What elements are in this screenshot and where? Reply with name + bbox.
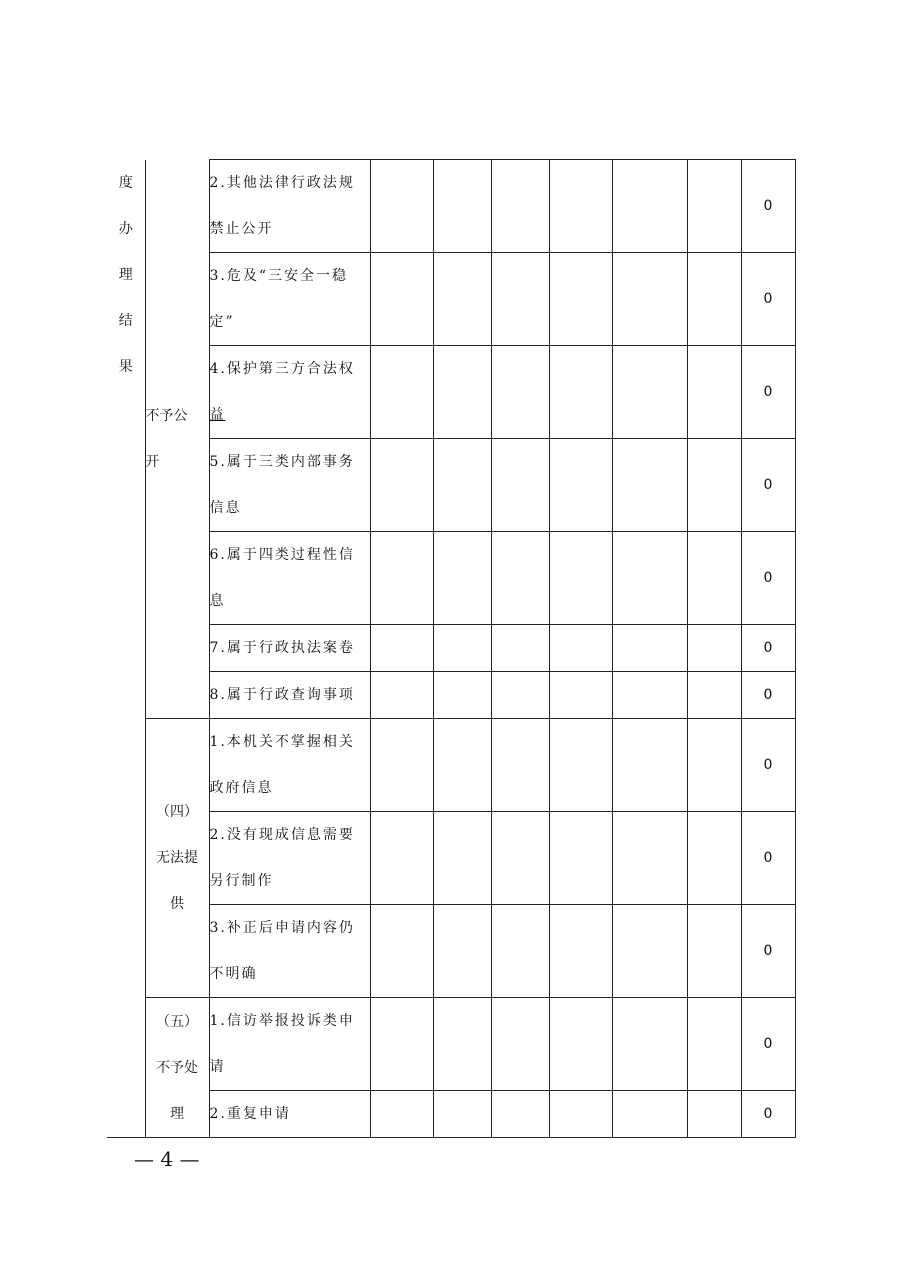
empty-cell xyxy=(370,439,433,532)
item-cell xyxy=(209,253,370,346)
empty-cell xyxy=(687,160,741,253)
item-label-line: 1.信访举报投诉类申 xyxy=(209,1013,355,1029)
empty-cell xyxy=(612,532,687,625)
item-cell xyxy=(209,625,370,672)
total-cell: 0 xyxy=(741,625,795,672)
empty-cell xyxy=(687,625,741,672)
empty-cell xyxy=(491,719,549,812)
section-label-char: 度 xyxy=(118,174,133,191)
item-label-line: 另行制作 xyxy=(209,873,274,889)
category-cell xyxy=(145,719,209,998)
page-number: — 4 — xyxy=(134,1147,200,1171)
empty-cell xyxy=(491,625,549,672)
empty-cell xyxy=(433,253,491,346)
category-label-line: 理 xyxy=(170,1105,184,1122)
item-label-line: 信息 xyxy=(209,500,242,516)
category-label-line: （五） xyxy=(156,1013,198,1030)
empty-cell xyxy=(612,439,687,532)
empty-cell xyxy=(370,346,433,439)
empty-cell xyxy=(549,812,612,905)
empty-cell xyxy=(491,532,549,625)
category-label-line: （四） xyxy=(156,804,198,820)
item-cell xyxy=(209,532,370,625)
empty-cell xyxy=(491,439,549,532)
empty-cell xyxy=(433,532,491,625)
total-cell: 0 xyxy=(741,812,795,905)
empty-cell xyxy=(370,998,433,1091)
empty-cell xyxy=(549,672,612,719)
empty-cell xyxy=(433,625,491,672)
empty-cell xyxy=(687,719,741,812)
empty-cell xyxy=(491,672,549,719)
empty-cell xyxy=(433,346,491,439)
empty-cell xyxy=(612,1091,687,1138)
empty-cell xyxy=(612,346,687,439)
empty-cell xyxy=(612,160,687,253)
empty-cell xyxy=(491,253,549,346)
section-label-cell xyxy=(107,160,145,1138)
empty-cell xyxy=(549,719,612,812)
total-cell: 0 xyxy=(741,672,795,719)
item-cell xyxy=(209,719,370,812)
empty-cell xyxy=(433,160,491,253)
item-label-line: 7.属于行政执法案卷 xyxy=(209,640,355,656)
empty-cell xyxy=(433,905,491,998)
empty-cell xyxy=(491,160,549,253)
empty-cell xyxy=(433,1091,491,1138)
total-cell: 0 xyxy=(741,346,795,439)
empty-cell xyxy=(433,439,491,532)
total-cell: 0 xyxy=(741,719,795,812)
empty-cell xyxy=(612,625,687,672)
empty-cell xyxy=(370,253,433,346)
total-cell: 0 xyxy=(741,160,795,253)
empty-cell xyxy=(549,253,612,346)
empty-cell xyxy=(612,998,687,1091)
empty-cell xyxy=(370,625,433,672)
statistics-table xyxy=(107,159,796,1138)
item-label-line: 2.没有现成信息需要 xyxy=(209,827,355,843)
empty-cell xyxy=(687,346,741,439)
item-label-line: 请 xyxy=(209,1059,226,1075)
empty-cell xyxy=(612,672,687,719)
empty-cell xyxy=(370,812,433,905)
empty-cell xyxy=(612,719,687,812)
empty-cell xyxy=(549,625,612,672)
empty-cell xyxy=(687,1091,741,1138)
category-label-line: 无法提 xyxy=(156,850,198,866)
empty-cell xyxy=(370,905,433,998)
item-label-line: 3.危及“三安全一稳 xyxy=(209,268,349,284)
item-label-line: 5.属于三类内部事务 xyxy=(209,454,355,470)
item-cell xyxy=(209,905,370,998)
empty-cell xyxy=(612,812,687,905)
empty-cell xyxy=(549,160,612,253)
total-cell: 0 xyxy=(741,998,795,1091)
empty-cell xyxy=(687,253,741,346)
empty-cell xyxy=(370,160,433,253)
empty-cell xyxy=(370,719,433,812)
item-label-line: 定” xyxy=(209,314,235,330)
item-label-line: 8.属于行政查询事项 xyxy=(209,687,355,703)
empty-cell xyxy=(687,672,741,719)
item-cell xyxy=(209,672,370,719)
section-label xyxy=(107,160,145,390)
empty-cell xyxy=(549,346,612,439)
empty-cell xyxy=(491,905,549,998)
empty-cell xyxy=(433,998,491,1091)
item-cell xyxy=(209,160,370,253)
item-label-line: 益 xyxy=(209,407,226,423)
item-label-line: 不明确 xyxy=(209,966,258,982)
item-cell xyxy=(209,439,370,532)
total-cell: 0 xyxy=(741,253,795,346)
empty-cell xyxy=(433,719,491,812)
empty-cell xyxy=(549,532,612,625)
item-label-line: 2.其他法律行政法规 xyxy=(209,175,355,191)
empty-cell xyxy=(433,672,491,719)
category-label-line: 不予公 xyxy=(145,407,188,424)
empty-cell xyxy=(549,1091,612,1138)
total-cell: 0 xyxy=(741,905,795,998)
category-label-line: 开 xyxy=(145,453,160,470)
empty-cell xyxy=(549,439,612,532)
total-cell: 0 xyxy=(741,1091,795,1138)
item-label-line: 4.保护第三方合法权 xyxy=(209,361,355,377)
empty-cell xyxy=(491,998,549,1091)
empty-cell xyxy=(491,812,549,905)
empty-cell xyxy=(687,532,741,625)
category-label-line: 供 xyxy=(170,896,184,912)
item-label-line: 3.补正后申请内容仍 xyxy=(209,920,355,936)
section-label-char: 结 xyxy=(118,312,133,329)
empty-cell xyxy=(612,253,687,346)
section-label-char: 办 xyxy=(118,220,133,237)
item-label-line: 禁止公开 xyxy=(209,221,274,237)
section-label-char: 果 xyxy=(118,358,133,375)
empty-cell xyxy=(687,905,741,998)
item-cell xyxy=(209,812,370,905)
total-cell: 0 xyxy=(741,439,795,532)
empty-cell xyxy=(491,1091,549,1138)
category-cell xyxy=(145,998,209,1138)
item-label-line: 6.属于四类过程性信 xyxy=(209,547,355,563)
empty-cell xyxy=(370,1091,433,1138)
category-cell xyxy=(145,160,209,719)
item-cell xyxy=(209,346,370,439)
section-label-char: 理 xyxy=(118,266,133,283)
empty-cell xyxy=(370,672,433,719)
empty-cell xyxy=(370,532,433,625)
item-cell xyxy=(209,998,370,1091)
empty-cell xyxy=(612,905,687,998)
empty-cell xyxy=(687,998,741,1091)
empty-cell xyxy=(433,812,491,905)
empty-cell xyxy=(549,905,612,998)
item-label-line: 息 xyxy=(209,593,226,609)
empty-cell xyxy=(687,812,741,905)
total-cell: 0 xyxy=(741,532,795,625)
item-label-line: 2.重复申请 xyxy=(209,1106,291,1122)
empty-cell xyxy=(687,439,741,532)
item-label-line: 1.本机关不掌握相关 xyxy=(209,734,355,750)
empty-cell xyxy=(491,346,549,439)
item-cell xyxy=(209,1091,370,1138)
item-label-line: 政府信息 xyxy=(209,780,274,796)
empty-cell xyxy=(549,998,612,1091)
category-label-line: 不予处 xyxy=(156,1059,198,1076)
